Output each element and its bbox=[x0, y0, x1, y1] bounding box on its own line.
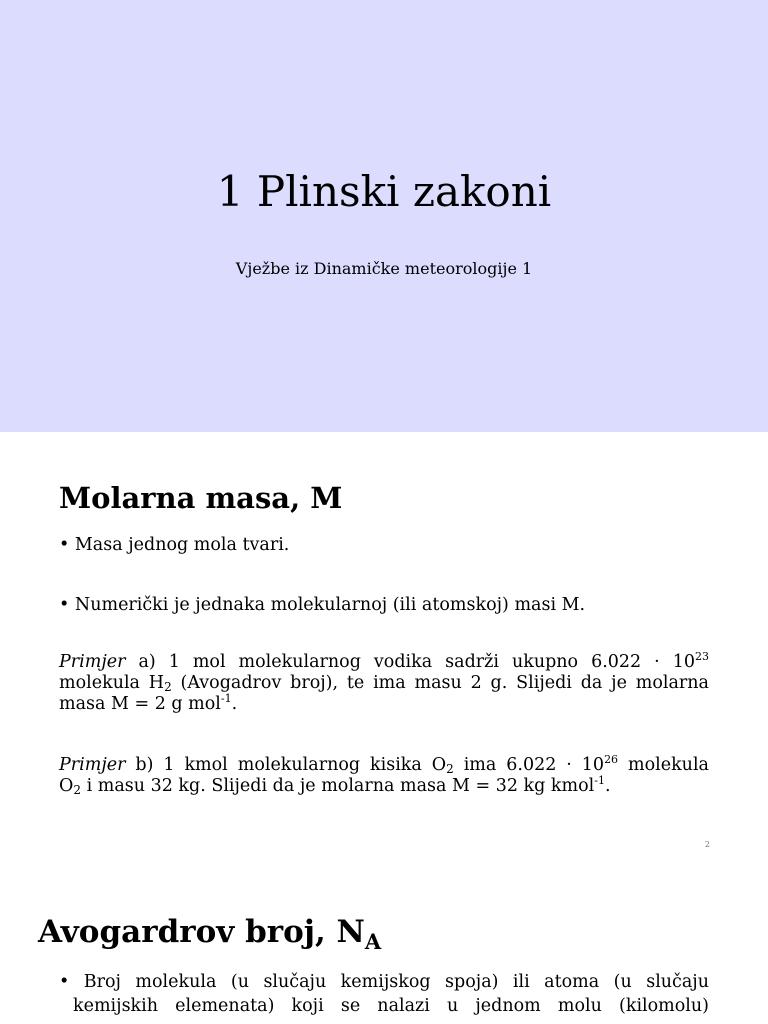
bullet-item bbox=[59, 970, 709, 1018]
exponent: -1 bbox=[220, 692, 232, 705]
example-a-text: molekula H bbox=[59, 673, 165, 693]
exponent: -1 bbox=[594, 774, 605, 787]
subscript: 2 bbox=[164, 680, 172, 694]
example-b-text: molekula bbox=[618, 755, 709, 775]
example-label: Primjer bbox=[59, 652, 126, 672]
slide-heading bbox=[38, 912, 381, 952]
example-a-text: a) 1 mol molekularnog vodika sadrži ukupno 6.022 · 10 bbox=[125, 652, 695, 672]
example-b-text: O bbox=[59, 776, 74, 796]
subscript: 2 bbox=[73, 783, 81, 797]
bullet-item: • Numerički je jednaka molekularnoj (ili atomskoj) masi M. bbox=[59, 595, 586, 615]
subscript: A bbox=[364, 929, 382, 954]
example-b-paragraph bbox=[59, 755, 709, 797]
molar-mass-slide bbox=[0, 432, 768, 864]
exponent: 26 bbox=[604, 753, 619, 766]
example-a-text: (Avogadrov broj), te ima masu 2 g. Slijedi da je molarna bbox=[171, 673, 709, 693]
example-b-text: ima 6.022 · 10 bbox=[453, 755, 605, 775]
exponent: 23 bbox=[695, 650, 709, 663]
example-b-text: . bbox=[604, 776, 611, 796]
title-slide bbox=[0, 0, 768, 432]
bullet-line: kemijskih elemenata) koji se nalazi u jednom molu (kilomolu) bbox=[73, 996, 709, 1016]
example-label: Primjer bbox=[59, 755, 126, 775]
example-a-text: masa M = 2 g mol bbox=[59, 694, 221, 714]
slide-subtitle: Vježbe iz Dinamičke meteorologije 1 bbox=[235, 259, 533, 278]
page-number: 2 bbox=[704, 840, 710, 849]
bullet-item: • Masa jednog mola tvari. bbox=[59, 535, 290, 555]
subscript: 2 bbox=[446, 762, 454, 776]
bullet-line: • Broj molekula (u slučaju kemijskog spoja) ili atoma (u slučaju bbox=[59, 972, 709, 992]
slide-heading: Molarna masa, M bbox=[59, 481, 343, 515]
example-a-text: . bbox=[231, 694, 238, 714]
slide-title: 1 Plinski zakoni bbox=[216, 167, 552, 216]
example-b-text: b) 1 kmol molekularnog kisika O bbox=[125, 755, 447, 775]
avogadro-slide bbox=[0, 864, 768, 1024]
example-b-text: i masu 32 kg. Slijedi da je molarna masa M = 32 kg kmol bbox=[81, 776, 595, 796]
example-a-paragraph bbox=[59, 652, 709, 715]
heading-text: Avogardrov broj, N bbox=[38, 914, 365, 950]
